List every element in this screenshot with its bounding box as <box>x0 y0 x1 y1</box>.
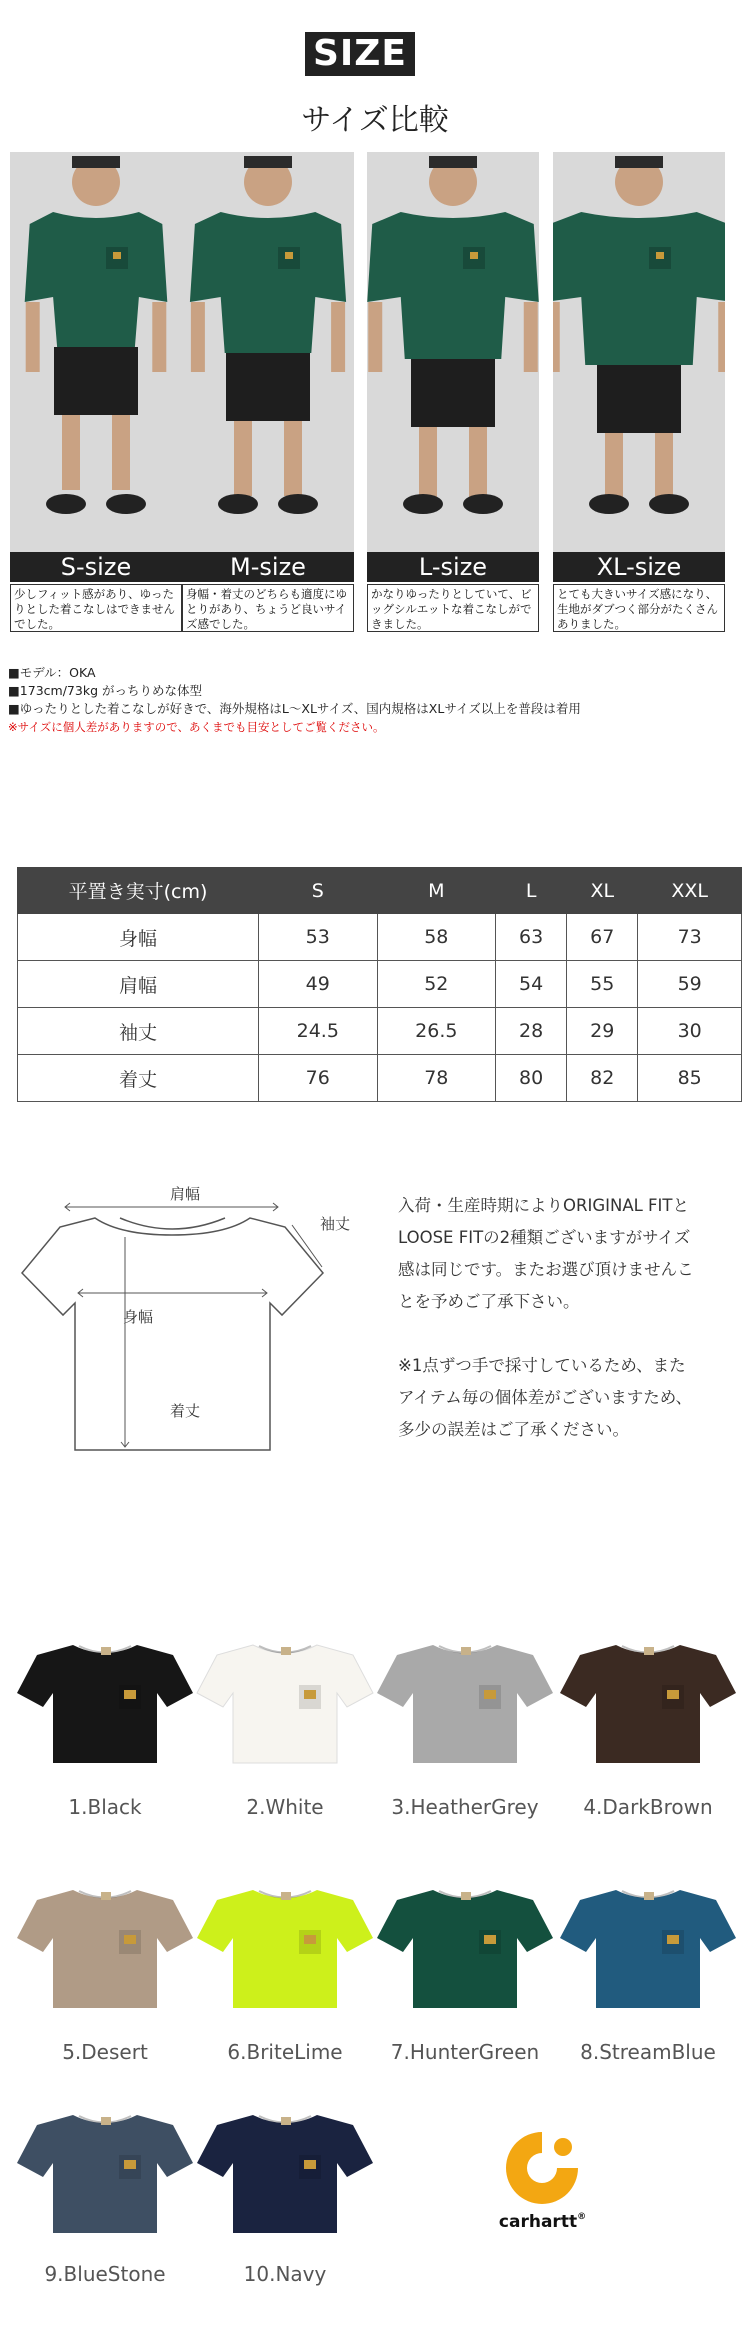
table-row <box>18 1008 742 1055</box>
table-cell: 63 <box>496 914 567 961</box>
table-corner-header: 平置き実寸(cm) <box>18 868 259 914</box>
info-line: 感は同じです。またお選び頂けませんこ <box>398 1260 694 1279</box>
table-cell: 49 <box>259 961 378 1008</box>
tshirt-swatch[interactable] <box>195 2105 375 2235</box>
tshirt-swatch[interactable] <box>558 1635 738 1765</box>
size-badge: SIZE <box>305 32 415 76</box>
info-paragraph-1 <box>398 1190 738 1318</box>
note-warning: ※サイズに個人差がありますので、あくまでも目安としてご覧ください。 <box>8 720 385 734</box>
table-size-header: XL <box>567 868 638 914</box>
table-row-header: 着丈 <box>18 1055 259 1102</box>
info-paragraph-2 <box>398 1350 738 1446</box>
table-size-header: M <box>377 868 496 914</box>
size-label: M-size <box>182 552 354 582</box>
note-body: ■173cm/73kg がっちりめな体型 <box>8 683 202 698</box>
table-row <box>18 914 742 961</box>
color-name: 10.Navy <box>243 2262 327 2286</box>
table-cell: 26.5 <box>377 1008 496 1055</box>
info-line: 入荷・生産時期によりORIGINAL FITと <box>398 1196 689 1215</box>
table-cell: 29 <box>567 1008 638 1055</box>
carhartt-logo <box>485 2130 600 2220</box>
tshirt-swatch[interactable] <box>195 1880 375 2010</box>
table-cell: 52 <box>377 961 496 1008</box>
table-cell: 59 <box>638 961 742 1008</box>
info-line: LOOSE FITの2種類ございますがサイズ <box>398 1228 691 1247</box>
info-line: アイテム毎の個体差がございますため、 <box>398 1388 693 1407</box>
table-size-header: S <box>259 868 378 914</box>
tshirt-swatch[interactable] <box>375 1635 555 1765</box>
size-description: かなりゆったりとしていて、ビッグシルエットな着こなしができました。 <box>367 584 539 632</box>
color-name: 6.BriteLime <box>227 2040 343 2064</box>
info-line: ※1点ずつ手で採寸しているため、また <box>398 1356 686 1375</box>
size-label: XL-size <box>553 552 725 582</box>
model-photo <box>182 152 354 552</box>
color-name: 8.StreamBlue <box>580 2040 716 2064</box>
diagram-label-chest: 身幅 <box>123 1308 154 1326</box>
tshirt-swatch[interactable] <box>15 1880 195 2010</box>
color-name: 5.Desert <box>62 2040 148 2064</box>
tshirt-swatch[interactable] <box>15 1635 195 1765</box>
color-name: 3.HeatherGrey <box>391 1795 539 1819</box>
sleeve-arrow <box>292 1225 322 1267</box>
table-cell: 76 <box>259 1055 378 1102</box>
table-row-header: 肩幅 <box>18 961 259 1008</box>
table-cell: 73 <box>638 914 742 961</box>
tshirt-swatch[interactable] <box>558 1880 738 2010</box>
model-photo <box>553 152 725 552</box>
table-cell: 80 <box>496 1055 567 1102</box>
model-photo <box>10 152 182 552</box>
table-size-header: XXL <box>638 868 742 914</box>
note-model: ■モデル：OKA <box>8 665 96 680</box>
color-name: 2.White <box>246 1795 324 1819</box>
size-label: S-size <box>10 552 182 582</box>
info-line: とを予めご了承下さい。 <box>398 1292 580 1311</box>
color-name: 9.BlueStone <box>44 2262 166 2286</box>
table-cell: 54 <box>496 961 567 1008</box>
tshirt-swatch[interactable] <box>15 2105 195 2235</box>
tshirt-swatch[interactable] <box>375 1880 555 2010</box>
note-preference: ■ゆったりとした着こなしが好きで、海外規格はL〜XLサイズ、国内規格はXLサイズ以上を普段は着用 <box>8 701 581 716</box>
carhartt-wordmark: carhartt® <box>498 2212 587 2232</box>
color-name: 4.DarkBrown <box>583 1795 713 1819</box>
tshirt-measure-diagram <box>20 1185 370 1470</box>
size-table <box>17 867 742 1102</box>
diagram-label-length: 着丈 <box>170 1402 201 1420</box>
table-cell: 55 <box>567 961 638 1008</box>
table-size-header: L <box>496 868 567 914</box>
table-cell: 28 <box>496 1008 567 1055</box>
table-cell: 30 <box>638 1008 742 1055</box>
table-cell: 53 <box>259 914 378 961</box>
model-photo <box>367 152 539 552</box>
table-cell: 85 <box>638 1055 742 1102</box>
table-cell: 82 <box>567 1055 638 1102</box>
table-cell: 67 <box>567 914 638 961</box>
color-name: 7.HunterGreen <box>390 2040 540 2064</box>
collar-line <box>120 1218 225 1229</box>
table-row <box>18 961 742 1008</box>
size-description: 少しフィット感があり、ゆったりとした着こなしはできませんでした。 <box>10 584 182 632</box>
table-cell: 24.5 <box>259 1008 378 1055</box>
info-line: 多少の誤差はご了承ください。 <box>398 1420 629 1439</box>
table-cell: 78 <box>377 1055 496 1102</box>
size-description: 身幅・着丈のどちらも適度にゆとりがあり、ちょうど良いサイズ感でした。 <box>182 584 354 632</box>
table-body <box>18 914 742 1102</box>
diagram-label-shoulder: 肩幅 <box>170 1185 201 1203</box>
size-description: とても大きいサイズ感になり、生地がダブつく部分がたくさんありました。 <box>553 584 725 632</box>
color-name: 1.Black <box>68 1795 142 1819</box>
table-row <box>18 1055 742 1102</box>
table-row-header: 袖丈 <box>18 1008 259 1055</box>
table-row-header: 身幅 <box>18 914 259 961</box>
page-title: サイズ比較 <box>301 103 449 138</box>
tshirt-swatch[interactable] <box>195 1635 375 1765</box>
table-cell: 58 <box>377 914 496 961</box>
diagram-label-sleeve: 袖丈 <box>320 1215 351 1233</box>
table-header-row <box>18 868 742 914</box>
size-label: L-size <box>367 552 539 582</box>
